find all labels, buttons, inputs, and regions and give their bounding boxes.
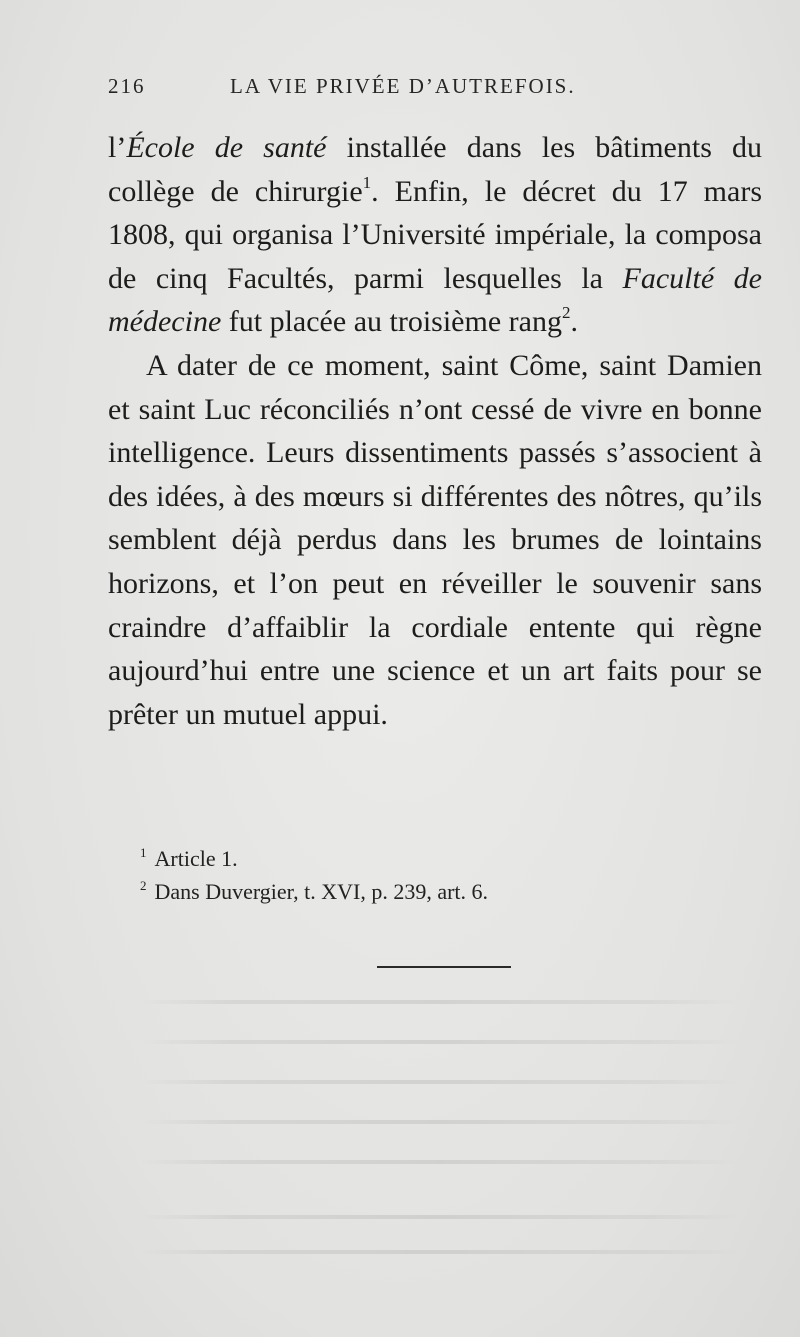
show-through-texture (140, 1080, 740, 1084)
p1-italic-faculte: Faculté de médecine (108, 261, 762, 339)
footnote-2 (140, 875, 700, 908)
show-through-texture (140, 1120, 740, 1124)
p1-text-3: fut placée au troisième rang (221, 305, 562, 339)
footnote-ref-2: 2 (561, 303, 571, 323)
show-through-texture (140, 1000, 740, 1004)
p1-pre: l’ (108, 131, 127, 164)
footnote-1 (140, 842, 700, 875)
footnotes (140, 842, 700, 908)
running-header (108, 74, 668, 104)
footnote-2-text: Dans Duvergier, t. XVI, p. 239, art. 6. (154, 879, 489, 904)
paragraph-2: A dater de ce moment, saint Côme, saint Damien et saint Luc réconciliés n’ont cessé de vivre en bonne intelligence. Leurs dissentiments passés s’associent à des idées, à des mœurs si différentes des nôtres, qu’ils semblent déjà perdus dans les brumes de lointains horizons, et l’on peut en réveiller le souvenir sans craindre d’affaiblir la cordiale entente qui règne aujourd’hui entre une science et un art faits pour se prêter un mutuel appui. (108, 348, 762, 731)
paragraph-1 (108, 126, 762, 344)
p1-text-2: . Enfin, le décret du 17 mars 1808, qui organisa l’Université impériale, la composa de cinq Facultés, parmi lesquelles la (108, 174, 762, 295)
section-end-rule (377, 966, 511, 968)
show-through-texture (140, 1215, 740, 1219)
footnote-2-mark: 2 (140, 878, 147, 893)
main-text (108, 126, 762, 736)
page-number: 216 (108, 74, 146, 98)
p1-italic-ecole: École de santé (126, 131, 327, 164)
footnote-1-text: Article 1. (154, 846, 238, 871)
show-through-texture (140, 1160, 740, 1164)
show-through-texture (140, 1040, 740, 1044)
p1-text-4: . (570, 305, 578, 339)
footnote-ref-1: 1 (362, 172, 372, 192)
show-through-texture (140, 1250, 740, 1254)
p1-text-1: installée dans les bâtiments du collège de chirurgie (108, 131, 763, 208)
footnote-1-mark: 1 (140, 845, 147, 860)
running-title: LA VIE PRIVÉE D’AUTREFOIS. (230, 74, 576, 98)
